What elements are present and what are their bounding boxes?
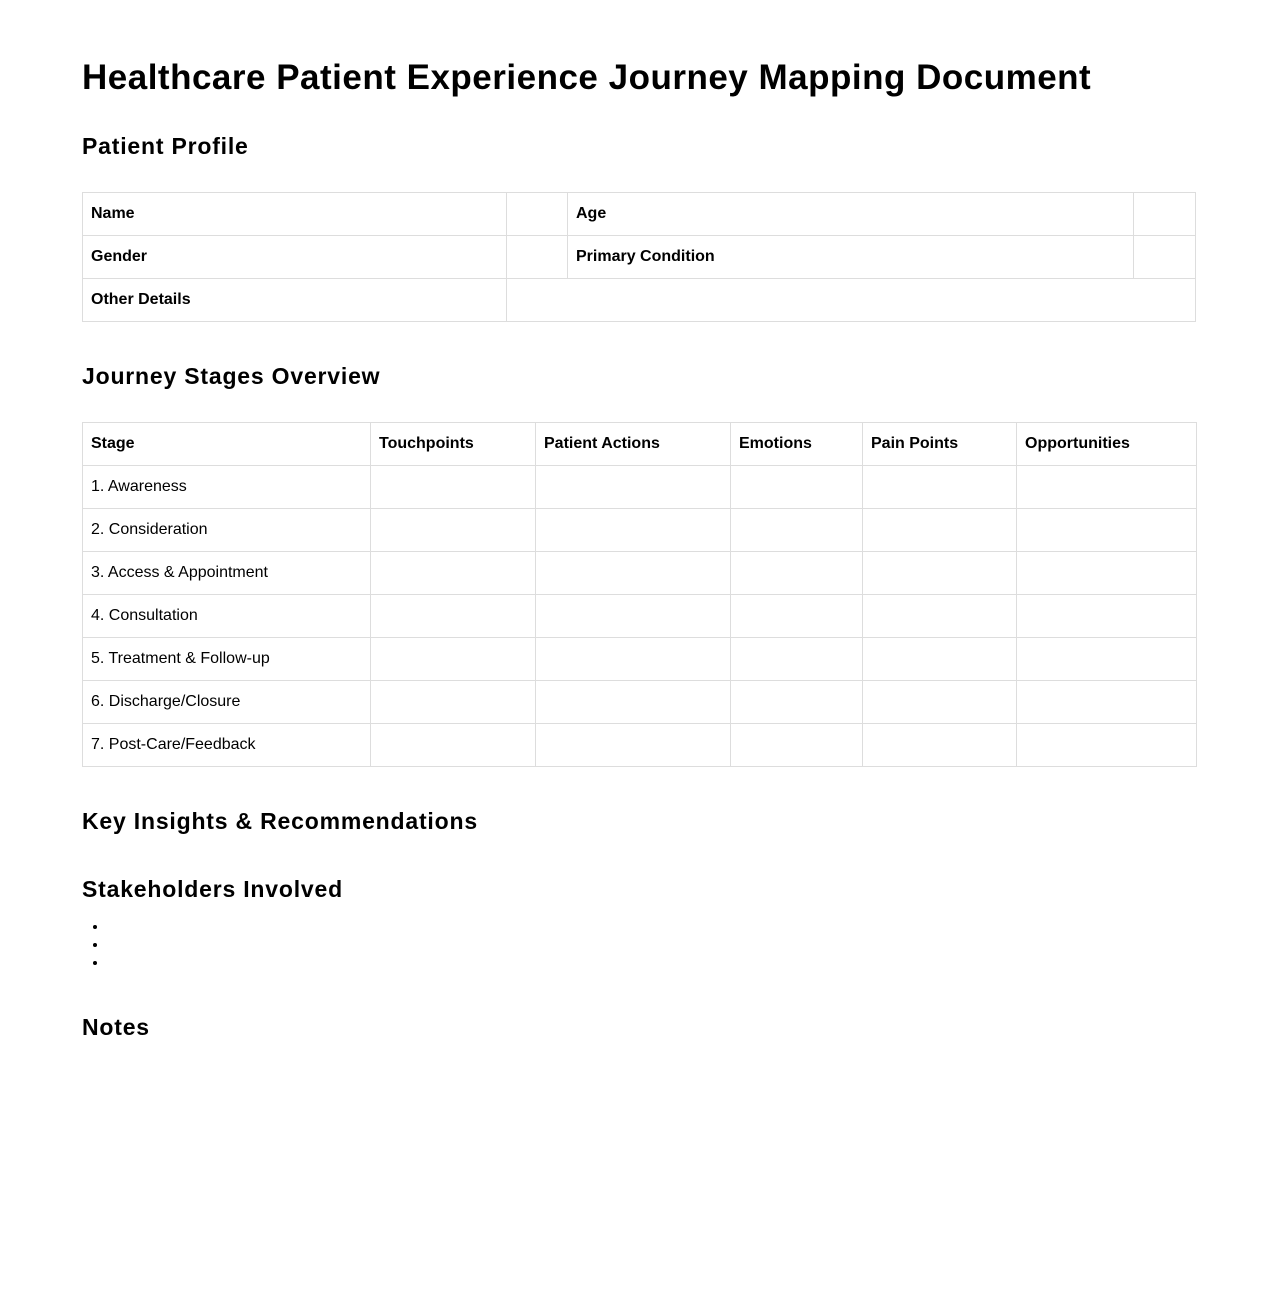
column-header: Patient Actions (536, 423, 731, 466)
notes-heading: Notes (82, 1014, 150, 1040)
stakeholders-list (82, 918, 108, 972)
table-cell[interactable] (536, 724, 731, 767)
primary-condition-value[interactable] (1134, 236, 1196, 279)
table-cell[interactable] (371, 638, 536, 681)
table-cell[interactable] (1017, 724, 1197, 767)
stage-name: 1. Awareness (83, 466, 371, 509)
stakeholders-heading: Stakeholders Involved (82, 876, 343, 902)
patient-profile-table (82, 192, 1196, 322)
table-row (83, 638, 1197, 681)
table-cell[interactable] (731, 466, 863, 509)
stage-name: 4. Consultation (83, 595, 371, 638)
table-cell[interactable] (731, 724, 863, 767)
table-cell[interactable] (371, 681, 536, 724)
journey-stages-heading: Journey Stages Overview (82, 363, 381, 389)
table-cell[interactable] (536, 681, 731, 724)
table-cell[interactable] (863, 724, 1017, 767)
column-header: Touchpoints (371, 423, 536, 466)
table-row (83, 681, 1197, 724)
age-value[interactable] (1134, 193, 1196, 236)
table-row (83, 236, 1196, 279)
stage-name: 5. Treatment & Follow-up (83, 638, 371, 681)
other-details-label: Other Details (83, 279, 507, 322)
stage-name: 2. Consideration (83, 509, 371, 552)
stage-name: 3. Access & Appointment (83, 552, 371, 595)
table-cell[interactable] (536, 552, 731, 595)
table-cell[interactable] (1017, 509, 1197, 552)
journey-stages-table (82, 422, 1197, 767)
primary-condition-label: Primary Condition (568, 236, 1134, 279)
table-cell[interactable] (1017, 552, 1197, 595)
gender-value[interactable] (507, 236, 568, 279)
table-cell[interactable] (1017, 595, 1197, 638)
table-cell[interactable] (863, 595, 1017, 638)
page-title: Healthcare Patient Experience Journey Mapping Document (82, 58, 1092, 97)
name-label: Name (83, 193, 507, 236)
table-row (83, 509, 1197, 552)
patient-profile-heading: Patient Profile (82, 133, 249, 159)
gender-label: Gender (83, 236, 507, 279)
stage-name: 7. Post-Care/Feedback (83, 724, 371, 767)
column-header: Stage (83, 423, 371, 466)
key-insights-heading: Key Insights & Recommendations (82, 808, 478, 834)
table-cell[interactable] (731, 552, 863, 595)
table-row (83, 279, 1196, 322)
stage-name: 6. Discharge/Closure (83, 681, 371, 724)
table-cell[interactable] (731, 595, 863, 638)
table-header-row (83, 423, 1197, 466)
table-cell[interactable] (863, 681, 1017, 724)
table-cell[interactable] (731, 681, 863, 724)
column-header: Pain Points (863, 423, 1017, 466)
table-cell[interactable] (863, 509, 1017, 552)
other-details-value[interactable] (507, 279, 1196, 322)
age-label: Age (568, 193, 1134, 236)
column-header: Emotions (731, 423, 863, 466)
table-cell[interactable] (371, 552, 536, 595)
table-row (83, 724, 1197, 767)
table-cell[interactable] (863, 466, 1017, 509)
table-cell[interactable] (536, 638, 731, 681)
table-cell[interactable] (371, 509, 536, 552)
table-cell[interactable] (536, 595, 731, 638)
table-cell[interactable] (371, 595, 536, 638)
table-cell[interactable] (863, 552, 1017, 595)
column-header: Opportunities (1017, 423, 1197, 466)
table-cell[interactable] (731, 638, 863, 681)
table-cell[interactable] (1017, 681, 1197, 724)
table-cell[interactable] (371, 466, 536, 509)
table-cell[interactable] (731, 509, 863, 552)
table-cell[interactable] (1017, 638, 1197, 681)
table-row (83, 552, 1197, 595)
table-row (83, 193, 1196, 236)
table-cell[interactable] (371, 724, 536, 767)
table-cell[interactable] (536, 466, 731, 509)
table-row (83, 595, 1197, 638)
name-value[interactable] (507, 193, 568, 236)
table-cell[interactable] (863, 638, 1017, 681)
table-cell[interactable] (536, 509, 731, 552)
table-row (83, 466, 1197, 509)
table-cell[interactable] (1017, 466, 1197, 509)
